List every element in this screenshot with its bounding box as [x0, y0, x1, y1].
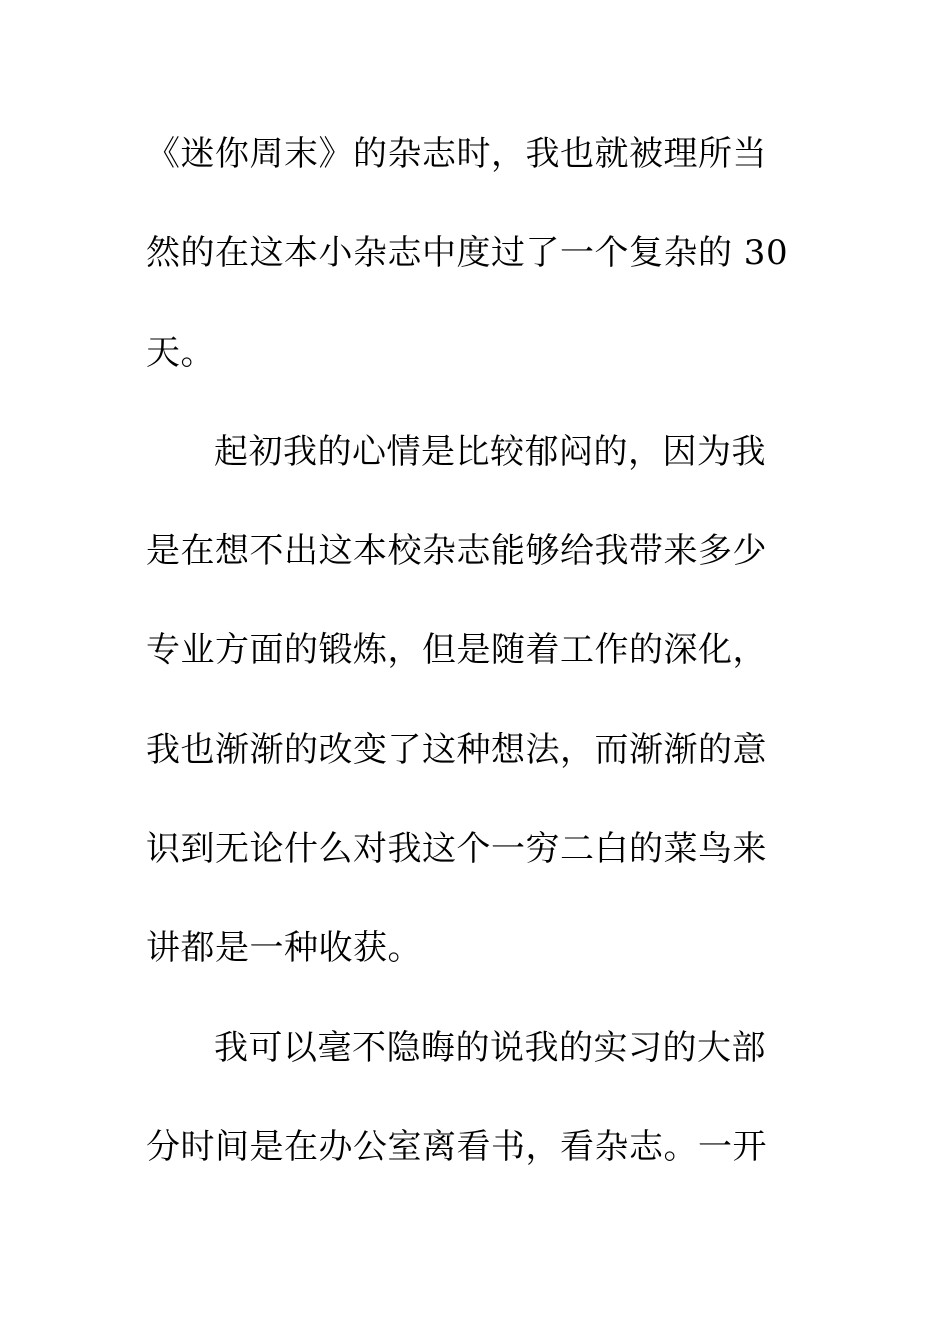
text-line-first: 我可以毫不隐晦的说我的实习的大部 [214, 1027, 766, 1068]
text-line: 然的在这本小杂志中度过了一个复杂的 30 [146, 233, 789, 274]
paragraph-3 [146, 1016, 796, 1215]
text-line: 讲都是一种收获。 [146, 928, 422, 969]
text-line: 分时间是在办公室离看书，看杂志。一开 [146, 1126, 767, 1167]
text-line: 专业方面的锻炼，但是随着工作的深化， [146, 630, 767, 671]
paragraph-1 [146, 122, 796, 420]
text-line: 天。 [146, 332, 215, 373]
text-line-first: 起初我的心情是比较郁闷的，因为我 [214, 431, 766, 472]
text-line: 是在想不出这本校杂志能够给我带来多少 [146, 531, 767, 572]
body-text [146, 122, 796, 1214]
text-line: 识到无论什么对我这个一穷二白的菜鸟来 [146, 829, 767, 870]
text-line: 我也渐渐的改变了这种想法，而渐渐的意 [146, 729, 767, 770]
paragraph-2 [146, 420, 796, 1016]
text-line: 《迷你周末》的杂志时，我也就被理所当 [146, 134, 767, 174]
